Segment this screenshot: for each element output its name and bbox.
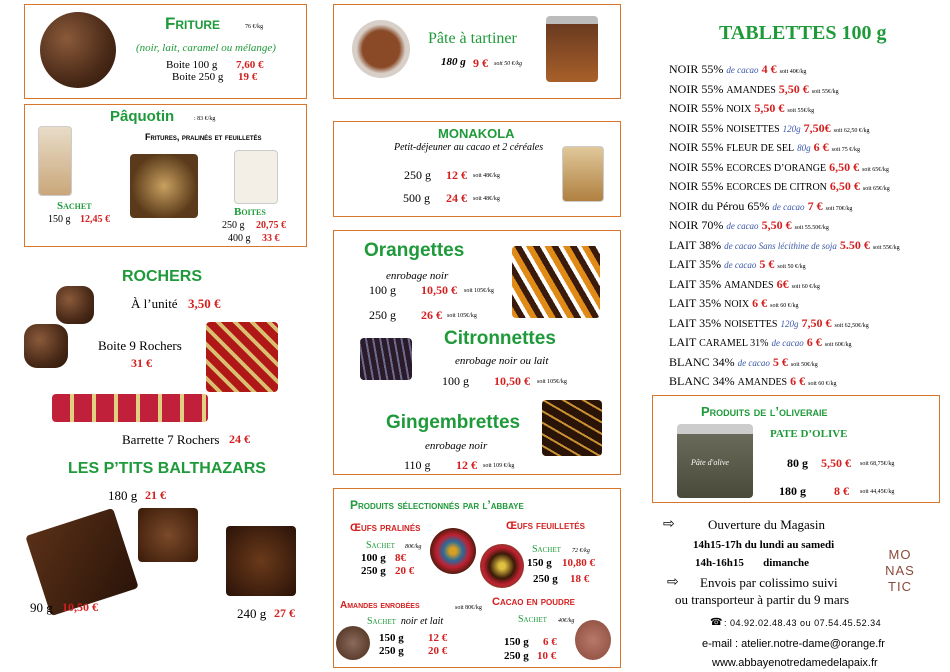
tablette-per-kg: soit 60 €/kg bbox=[808, 381, 837, 387]
tablette-per-kg: soit 65€/kg bbox=[862, 166, 889, 173]
logo bbox=[880, 547, 920, 597]
tablette-row bbox=[669, 238, 900, 253]
tablette-per-kg: soit 60€/kg bbox=[824, 342, 852, 348]
tablette-per-kg: soit 62,50€/kg bbox=[834, 322, 869, 329]
cacao-w2: 250 g bbox=[504, 650, 529, 662]
paquotin-title: Pâquotin bbox=[110, 108, 175, 125]
tablette-per-kg: soit 60 €/kg bbox=[791, 283, 820, 290]
oliveraie-w2: 180 g bbox=[779, 484, 806, 498]
gingembrettes-w1: 110 g bbox=[404, 458, 431, 472]
tablette-variant: NOISETTES bbox=[724, 318, 778, 330]
rochers-bar-price: 24 € bbox=[229, 432, 250, 446]
friture-price-kg: 76 €/kg bbox=[245, 24, 264, 30]
arrow-icon-2: ⇨ bbox=[667, 575, 679, 590]
oliveraie-sub: PATE D’OLIVE bbox=[770, 428, 848, 440]
tablette-per-kg: soit 62,50 €/kg bbox=[833, 127, 870, 134]
arrow-icon: ⇨ bbox=[663, 517, 675, 532]
tablette-type: LAIT 35% bbox=[669, 257, 722, 271]
oeufs-pralines-w1: 100 g bbox=[361, 552, 386, 564]
paquotin-b1-price: 20,75 € bbox=[256, 220, 286, 231]
tablette-price: 5,50 € bbox=[778, 81, 809, 96]
tablette-row bbox=[669, 140, 860, 155]
monakola-k2: soit 48€/kg bbox=[473, 196, 500, 202]
logo-line-1: MO bbox=[888, 547, 912, 562]
balthazars-p2: 10,50 € bbox=[62, 600, 98, 614]
oeufs-feuilletes-p2: 18 € bbox=[570, 573, 590, 585]
tablette-price: 5,50 € bbox=[761, 218, 792, 232]
balthazars-photo-1 bbox=[138, 508, 198, 562]
tablette-variant: CARAMEL 31% bbox=[699, 338, 769, 349]
oliveraie-w1: 80 g bbox=[787, 456, 808, 470]
amandes-p2: 20 € bbox=[428, 645, 448, 657]
pate-jar-photo bbox=[546, 16, 598, 82]
tablette-type: NOIR 55% bbox=[669, 81, 724, 96]
tablette-type: NOIR du Pérou 65% bbox=[669, 198, 770, 213]
gingembrettes-k1: soit 109 €/kg bbox=[483, 463, 515, 469]
paquotin-subtitle: Fritures, pralinés et feuilletés bbox=[145, 132, 262, 142]
tablette-variant: NOISETTES bbox=[726, 123, 780, 135]
oeufs-feuilletes-title: Œufs feuilletés bbox=[506, 520, 585, 532]
tablette-price: 6 € bbox=[790, 374, 806, 388]
tablette-type: NOIR 55% bbox=[669, 62, 724, 76]
paquotin-sachet-price: 12,45 € bbox=[80, 214, 110, 225]
cacao-title: Cacao en poudre bbox=[492, 596, 575, 608]
rochers-box-photo bbox=[206, 322, 278, 392]
monakola-photo bbox=[562, 146, 604, 202]
tablette-type: NOIR 55% bbox=[669, 101, 724, 115]
cacao-kg: 40€/kg bbox=[558, 618, 575, 624]
oliveraie-title: Produits de l’oliveraie bbox=[701, 404, 828, 419]
oeufs-pralines-p1: 8€ bbox=[395, 552, 406, 564]
tablette-type: LAIT 35% bbox=[669, 296, 722, 310]
orangettes-p1: 10,50 € bbox=[421, 283, 457, 297]
cacao-p1: 6 € bbox=[543, 636, 557, 648]
logo-line-3: TIC bbox=[888, 579, 912, 594]
tablette-price: 6 € bbox=[813, 140, 829, 154]
tablette-row bbox=[669, 62, 806, 77]
tablette-type: NOIR 55% bbox=[669, 140, 724, 154]
tablette-row bbox=[669, 82, 839, 97]
monakola-subtitle: Petit-déjeuner au cacao et 2 céréales bbox=[394, 142, 544, 153]
tablette-per-kg: soit 40€/kg bbox=[779, 69, 807, 75]
tablette-note: 120g bbox=[780, 318, 799, 329]
tablette-type: NOIR 70% bbox=[669, 218, 724, 232]
selection-title: Produits sélectionnés par l’abbaye bbox=[350, 498, 524, 512]
pate-jar-top-photo bbox=[352, 20, 410, 78]
monakola-p1: 12 € bbox=[446, 168, 467, 182]
tablette-type: LAIT 35% bbox=[669, 315, 722, 330]
rocher-photo-2 bbox=[24, 324, 68, 368]
friture-row2-price: 19 € bbox=[238, 71, 258, 83]
tablette-type: BLANC 34% bbox=[669, 374, 735, 388]
olive-jar-label: Pâte d'olive bbox=[691, 458, 729, 467]
tablette-note: de cacao bbox=[724, 260, 757, 270]
cacao-w1: 150 g bbox=[504, 636, 529, 648]
tablette-row bbox=[669, 257, 806, 272]
rochers-bar-photo bbox=[52, 394, 208, 422]
balthazars-w2: 90 g bbox=[30, 600, 53, 615]
rochers-title: ROCHERS bbox=[122, 268, 203, 285]
tablette-price: 5 € bbox=[759, 257, 775, 271]
tablette-price: 7,50 € bbox=[801, 315, 832, 330]
amandes-sachet: Sachet bbox=[367, 616, 396, 627]
monakola-w2: 500 g bbox=[403, 191, 430, 205]
tablette-row bbox=[669, 316, 869, 331]
logo-line-2: NAS bbox=[885, 563, 915, 578]
tablette-per-kg: soit 70€/kg bbox=[825, 205, 853, 212]
tablette-row bbox=[669, 218, 829, 233]
tablette-price: 7 € bbox=[807, 198, 823, 213]
balthazars-w1: 180 g bbox=[108, 488, 138, 503]
open-title: Ouverture du Magasin bbox=[708, 517, 825, 532]
balthazars-w3: 240 g bbox=[237, 606, 267, 621]
gingembrettes-photo bbox=[542, 400, 602, 456]
balthazars-title: LES P’TITS BALTHAZARS bbox=[68, 460, 266, 477]
paquotin-b1-weight: 250 g bbox=[222, 220, 245, 231]
orangettes-w1: 100 g bbox=[369, 283, 396, 297]
rochers-box-label: Boite 9 Rochers bbox=[98, 338, 182, 353]
tablette-row bbox=[669, 374, 836, 389]
oliveraie-p1: 5,50 € bbox=[821, 456, 851, 470]
cacao-photo bbox=[575, 620, 611, 660]
oeufs-pralines-sachet: Sachet bbox=[366, 540, 395, 551]
amandes-kg: soit 80€/kg bbox=[455, 605, 482, 611]
tablette-price: 6,50 € bbox=[829, 159, 860, 174]
tablette-variant: NOIX bbox=[726, 104, 752, 115]
tablette-row bbox=[669, 121, 870, 136]
tablette-variant: ECORCES DE CITRON bbox=[726, 182, 827, 193]
gingembrettes-subtitle: enrobage noir bbox=[425, 440, 488, 452]
tablette-row bbox=[669, 160, 889, 175]
tablette-row bbox=[669, 179, 890, 194]
paquotin-b2-weight: 400 g bbox=[228, 233, 251, 244]
oeufs-pralines-w2: 250 g bbox=[361, 565, 386, 577]
tablette-type: BLANC 34% bbox=[669, 354, 735, 369]
amandes-p1: 12 € bbox=[428, 632, 448, 644]
tablette-variant: ECORCES D’ORANGE bbox=[726, 162, 827, 174]
tablette-variant: NOIX bbox=[724, 299, 750, 310]
tablette-variant: FLEUR DE SEL bbox=[726, 143, 795, 154]
monakola-title: MONAKOLA bbox=[438, 126, 515, 141]
tablette-note: 80g bbox=[797, 143, 811, 153]
tablette-note: de cacao Sans lécithine de soja bbox=[724, 240, 837, 251]
tablette-note: 120g bbox=[782, 123, 801, 134]
phone-icon: ☎ bbox=[710, 617, 723, 628]
ship-2: ou transporteur à partir du 9 mars bbox=[675, 592, 850, 607]
tablette-price: 4 € bbox=[761, 62, 777, 76]
orangettes-photo bbox=[512, 246, 600, 318]
friture-title: Friture bbox=[165, 14, 221, 33]
friture-photo bbox=[40, 12, 116, 88]
tablette-per-kg: soit 55€/kg bbox=[811, 88, 839, 95]
tablette-per-kg: soit 55€/kg bbox=[872, 244, 900, 251]
friture-subtitle: (noir, lait, caramel ou mélange) bbox=[136, 42, 276, 54]
tablette-price: 7,50€ bbox=[803, 120, 831, 135]
tablette-type: LAIT 38% bbox=[669, 237, 722, 252]
tablettes-title: TABLETTES 100 g bbox=[719, 22, 887, 44]
oliveraie-p2: 8 € bbox=[834, 484, 849, 498]
oeufs-pralines-p2: 20 € bbox=[395, 565, 415, 577]
oliveraie-k1: soit 68,75€/kg bbox=[860, 461, 895, 467]
oliveraie-k2: soit 44,45€/kg bbox=[860, 489, 895, 495]
oeufs-feuilletes-sachet: Sachet bbox=[532, 544, 561, 555]
tablette-row bbox=[669, 335, 852, 350]
hours-2: 14h-16h15 dimanche bbox=[695, 557, 809, 569]
citronnettes-w1: 100 g bbox=[442, 374, 469, 388]
tablette-variant: AMANDES bbox=[737, 377, 788, 388]
tablette-per-kg: soit 50€/kg bbox=[790, 361, 818, 368]
tablette-row bbox=[669, 199, 852, 214]
oeufs-feuilletes-photo bbox=[480, 544, 524, 588]
ship-1: Envois par colissimo suivi bbox=[700, 575, 838, 590]
tablette-price: 6 € bbox=[806, 335, 822, 349]
orangettes-w2: 250 g bbox=[369, 308, 396, 322]
rochers-bar-label: Barrette 7 Rochers bbox=[122, 432, 220, 447]
citronnettes-title: Citronnettes bbox=[444, 328, 556, 349]
tablette-per-kg: soit 60 €/kg bbox=[770, 303, 799, 309]
phone: : 04.92.02.48.43 ou 07.54.45.52.34 bbox=[724, 618, 882, 628]
paquotin-boite-photo bbox=[234, 150, 278, 204]
monakola-k1: soit 48€/kg bbox=[473, 173, 500, 179]
citronnettes-photo bbox=[360, 338, 412, 380]
gingembrettes-title: Gingembrettes bbox=[386, 412, 521, 433]
hours-1: 14h15-17h du lundi au samedi bbox=[693, 539, 835, 551]
pate-title: Pâte à tartiner bbox=[428, 30, 517, 47]
tablette-type: LAIT 35% bbox=[669, 276, 722, 291]
rochers-unit-price: 3,50 € bbox=[188, 296, 221, 311]
oeufs-feuilletes-kg: 72 €/kg bbox=[572, 548, 590, 554]
oeufs-pralines-photo bbox=[430, 528, 476, 574]
balthazars-photo-3 bbox=[226, 526, 296, 596]
tablette-per-kg: soit 75 €/kg bbox=[831, 147, 860, 153]
tablette-row bbox=[669, 296, 798, 311]
cacao-sachet: Sachet bbox=[518, 614, 547, 625]
tablette-note: de cacao bbox=[726, 65, 759, 75]
tablette-per-kg: soit 55.50€/kg bbox=[794, 225, 829, 231]
tablette-price: 6 € bbox=[752, 296, 768, 310]
tablette-price: 5,50 € bbox=[754, 101, 785, 115]
pate-price: 9 € bbox=[473, 56, 488, 70]
amandes-photo bbox=[336, 626, 370, 660]
rochers-box-price: 31 € bbox=[131, 356, 152, 370]
friture-row2-label: Boite 250 g bbox=[172, 71, 224, 83]
oeufs-pralines-title: Œufs pralinés bbox=[350, 522, 421, 534]
monakola-w1: 250 g bbox=[404, 168, 431, 182]
email[interactable]: e-mail : atelier.notre-dame@orange.fr bbox=[702, 638, 885, 650]
paquotin-box-photo bbox=[130, 154, 198, 218]
tablette-type: LAIT bbox=[669, 335, 697, 349]
tablette-row bbox=[669, 277, 820, 292]
oeufs-feuilletes-w1: 150 g bbox=[527, 557, 552, 569]
rochers-unit-label: À l’unité bbox=[131, 296, 178, 311]
tablette-price: 5 € bbox=[772, 354, 788, 369]
gingembrettes-p1: 12 € bbox=[456, 458, 477, 472]
tablette-price: 5.50 € bbox=[839, 237, 870, 252]
website[interactable]: www.abbayenotredamedelapaix.fr bbox=[712, 657, 878, 669]
orangettes-k1: soit 105€/kg bbox=[464, 288, 494, 294]
pate-per-kg: soit 50 €/kg bbox=[494, 61, 522, 67]
tablette-type: NOIR 55% bbox=[669, 179, 724, 193]
tablette-type: NOIR 55% bbox=[669, 120, 724, 135]
amandes-sub: noir et lait bbox=[400, 616, 444, 627]
tablette-note: de cacao bbox=[771, 338, 804, 348]
paquotin-sachet-photo bbox=[38, 126, 72, 196]
tablette-note: de cacao bbox=[772, 201, 805, 212]
amandes-title: Amandes enrobées bbox=[340, 600, 420, 611]
monakola-p2: 24 € bbox=[446, 191, 467, 205]
tablette-row bbox=[669, 355, 818, 370]
tablette-note: de cacao bbox=[737, 357, 770, 368]
orangettes-title: Orangettes bbox=[364, 240, 465, 261]
oeufs-feuilletes-w2: 250 g bbox=[533, 573, 558, 585]
tablette-per-kg: soit 65€/kg bbox=[862, 186, 890, 192]
tablette-variant: AMANDES bbox=[726, 84, 776, 96]
paquotin-price-kg: : 83 €/kg bbox=[194, 116, 216, 122]
cacao-p2: 10 € bbox=[537, 650, 557, 662]
orangettes-subtitle: enrobage noir bbox=[386, 270, 449, 282]
tablette-per-kg: soit 55€/kg bbox=[787, 108, 815, 114]
amandes-w2: 250 g bbox=[379, 645, 404, 657]
tablette-row bbox=[669, 101, 814, 116]
friture-row1-label: Boite 100 g bbox=[166, 59, 218, 71]
paquotin-boites-label: Boites bbox=[234, 206, 266, 218]
oeufs-pralines-kg: 80€/kg bbox=[405, 544, 422, 550]
tablette-per-kg: soit 50 €/kg bbox=[777, 264, 806, 270]
amandes-w1: 150 g bbox=[379, 632, 404, 644]
tablette-price: 6,50 € bbox=[829, 179, 860, 193]
rocher-photo-1 bbox=[56, 286, 94, 324]
citronnettes-k1: soit 105€/kg bbox=[537, 379, 567, 385]
tablette-variant: AMANDES bbox=[724, 279, 774, 291]
paquotin-b2-price: 33 € bbox=[262, 233, 280, 244]
balthazars-p3: 27 € bbox=[274, 606, 295, 620]
tablette-note: de cacao bbox=[726, 221, 759, 231]
balthazars-p1: 21 € bbox=[145, 488, 166, 502]
friture-row1-price: 7,60 € bbox=[236, 59, 264, 71]
paquotin-sachet-label: Sachet bbox=[57, 200, 92, 212]
citronnettes-subtitle: enrobage noir ou lait bbox=[455, 355, 549, 367]
oeufs-feuilletes-p1: 10,80 € bbox=[562, 557, 595, 569]
citronnettes-p1: 10,50 € bbox=[494, 374, 530, 388]
tablette-type: NOIR 55% bbox=[669, 159, 724, 174]
orangettes-p2: 26 € bbox=[421, 308, 442, 322]
paquotin-sachet-weight: 150 g bbox=[48, 214, 71, 225]
pate-weight: 180 g bbox=[441, 56, 466, 68]
orangettes-k2: soit 105€/kg bbox=[447, 313, 477, 319]
tablette-price: 6€ bbox=[776, 276, 789, 291]
